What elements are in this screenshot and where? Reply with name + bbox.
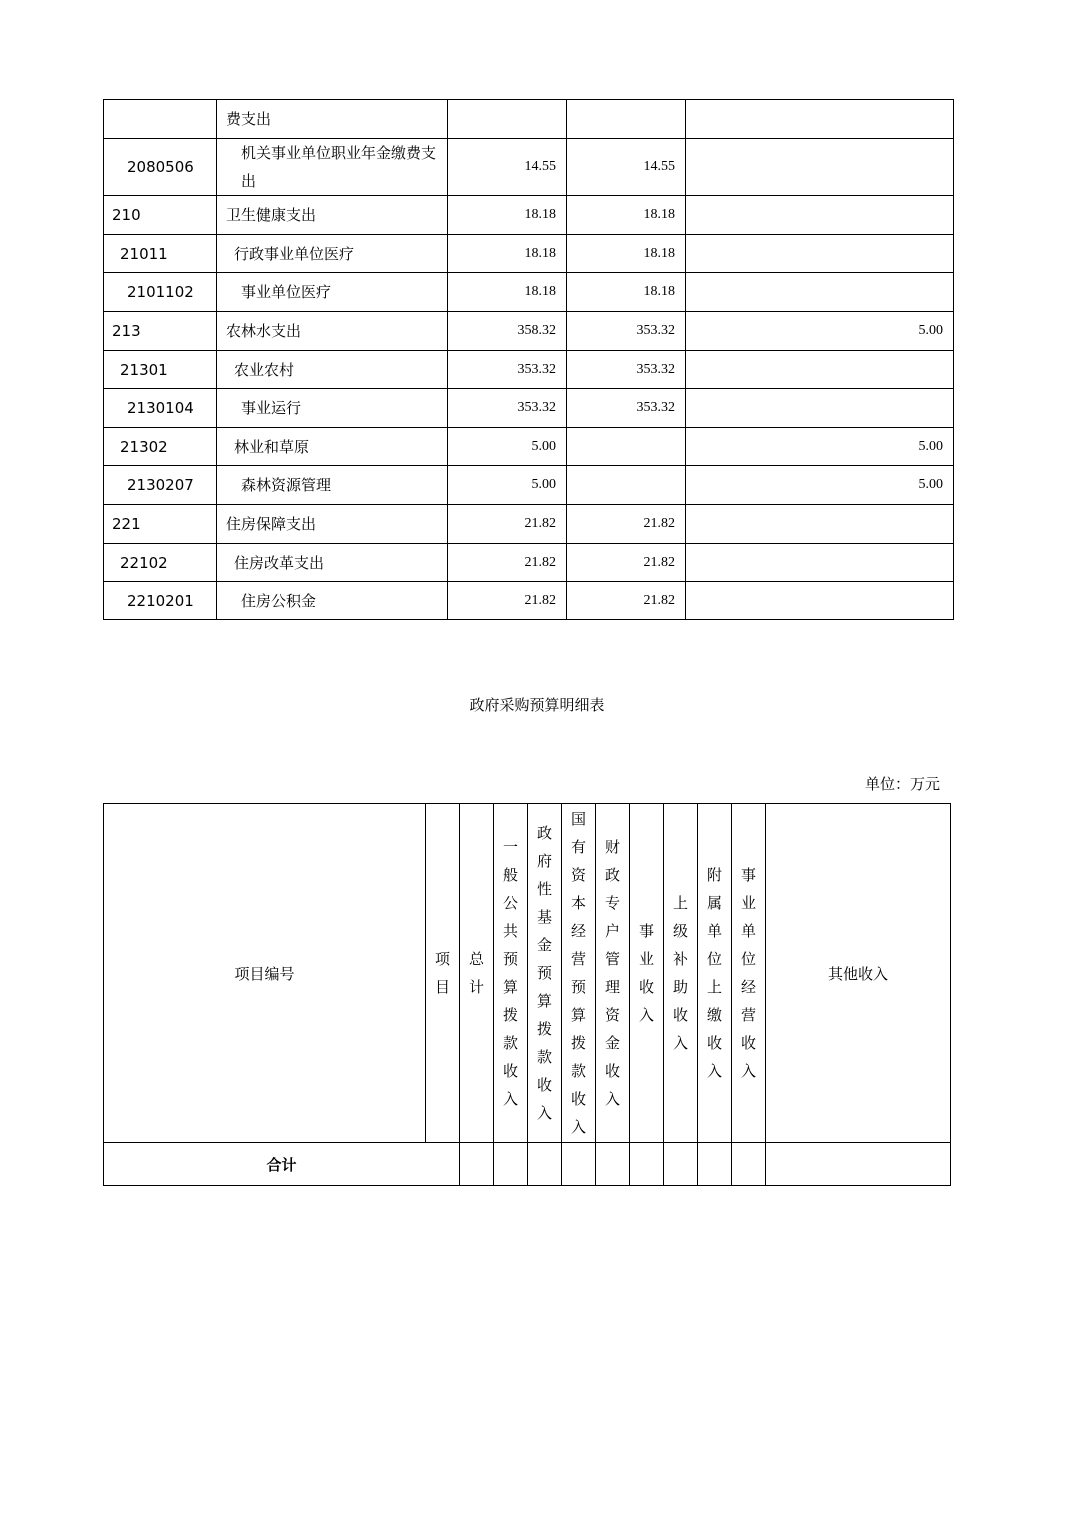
header-row — [104, 804, 951, 1143]
table-row — [104, 544, 954, 582]
header-fund — [528, 804, 562, 1143]
row-code: 2210201 — [104, 582, 217, 620]
row-project: 5.00 — [686, 428, 954, 466]
row-code: 2130104 — [104, 389, 217, 428]
row-name: 林业和草原 — [217, 428, 448, 466]
row-project — [686, 273, 954, 312]
header-general — [494, 804, 528, 1143]
header-other-label: 其他收入 — [827, 964, 888, 983]
row-code: 2130207 — [104, 466, 217, 505]
total-cell — [460, 1143, 494, 1186]
row-name: 费支出 — [217, 100, 448, 139]
row-basic: 18.18 — [567, 196, 686, 235]
row-project — [686, 544, 954, 582]
header-total-label: 总计 — [468, 950, 484, 996]
row-basic: 353.32 — [567, 389, 686, 428]
row-name: 行政事业单位医疗 — [217, 235, 448, 273]
row-name: 事业单位医疗 — [217, 273, 448, 312]
row-basic: 18.18 — [567, 273, 686, 312]
table-row — [104, 466, 954, 505]
header-affiliated-label: 附属单位上缴收入 — [706, 866, 722, 1080]
header-total — [460, 804, 494, 1143]
header-business-label: 事业收入 — [638, 922, 654, 1024]
row-code: 210 — [104, 196, 217, 235]
table-row — [104, 428, 954, 466]
unit-label: 单位：万元 — [864, 775, 940, 793]
row-total: 353.32 — [448, 351, 567, 389]
row-code: 2080506 — [104, 139, 217, 196]
row-name: 住房改革支出 — [217, 544, 448, 582]
total-cell — [698, 1143, 732, 1186]
row-total: 358.32 — [448, 312, 567, 351]
row-basic: 18.18 — [567, 235, 686, 273]
row-code: 22102 — [104, 544, 217, 582]
header-state-capital — [562, 804, 596, 1143]
total-row — [104, 1143, 951, 1186]
row-name: 住房公积金 — [217, 582, 448, 620]
row-project: 5.00 — [686, 466, 954, 505]
total-cell — [630, 1143, 664, 1186]
procurement-table — [103, 803, 951, 1186]
total-cell — [528, 1143, 562, 1186]
header-special-account — [596, 804, 630, 1143]
row-basic — [567, 466, 686, 505]
table-row — [104, 196, 954, 235]
row-total: 5.00 — [448, 466, 567, 505]
table-row — [104, 582, 954, 620]
header-affiliated — [698, 804, 732, 1143]
header-code — [104, 804, 426, 1143]
row-project — [686, 505, 954, 544]
row-name: 事业运行 — [217, 389, 448, 428]
header-project-label: 项目 — [434, 950, 450, 996]
header-code-label: 项目编号 — [234, 964, 295, 983]
header-business — [630, 804, 664, 1143]
row-name: 森林资源管理 — [217, 466, 448, 505]
page-title: 政府采购预算明细表 — [469, 696, 605, 714]
total-cell — [766, 1143, 951, 1186]
row-code: 2101102 — [104, 273, 217, 312]
row-code: 21301 — [104, 351, 217, 389]
total-cell — [596, 1143, 630, 1186]
row-code: 213 — [104, 312, 217, 351]
row-basic: 21.82 — [567, 544, 686, 582]
table-row — [104, 235, 954, 273]
row-basic: 21.82 — [567, 505, 686, 544]
table-row — [104, 139, 954, 196]
row-total: 18.18 — [448, 273, 567, 312]
row-name: 机关事业单位职业年金缴费支出 — [217, 139, 448, 196]
table-row — [104, 389, 954, 428]
row-total: 21.82 — [448, 544, 567, 582]
row-total: 21.82 — [448, 582, 567, 620]
row-basic — [567, 100, 686, 139]
header-superior — [664, 804, 698, 1143]
row-basic: 14.55 — [567, 139, 686, 196]
row-name: 住房保障支出 — [217, 505, 448, 544]
row-code — [104, 100, 217, 139]
row-code: 221 — [104, 505, 217, 544]
row-basic: 21.82 — [567, 582, 686, 620]
header-fund-label: 政府性基金预算拨款收入 — [536, 824, 552, 1122]
row-project — [686, 582, 954, 620]
row-code: 21302 — [104, 428, 217, 466]
total-cell — [494, 1143, 528, 1186]
header-operating-label: 事业单位经营收入 — [740, 866, 756, 1080]
header-state-capital-label: 国有资本经营预算拨款收入 — [570, 810, 586, 1136]
total-cell — [732, 1143, 766, 1186]
row-total: 18.18 — [448, 196, 567, 235]
row-project — [686, 100, 954, 139]
total-label: 合计 — [104, 1143, 460, 1186]
row-project — [686, 139, 954, 196]
table-row — [104, 273, 954, 312]
row-total: 21.82 — [448, 505, 567, 544]
row-project — [686, 351, 954, 389]
row-name: 卫生健康支出 — [217, 196, 448, 235]
row-project — [686, 235, 954, 273]
row-project — [686, 389, 954, 428]
header-other — [766, 804, 951, 1143]
header-project — [426, 804, 460, 1143]
expenditure-table — [103, 99, 954, 620]
row-basic: 353.32 — [567, 351, 686, 389]
row-name: 农业农村 — [217, 351, 448, 389]
row-project: 5.00 — [686, 312, 954, 351]
table-row — [104, 351, 954, 389]
row-total — [448, 100, 567, 139]
row-basic — [567, 428, 686, 466]
total-cell — [664, 1143, 698, 1186]
row-basic: 353.32 — [567, 312, 686, 351]
header-superior-label: 上级补助收入 — [672, 894, 688, 1052]
header-operating — [732, 804, 766, 1143]
row-total: 5.00 — [448, 428, 567, 466]
row-project — [686, 196, 954, 235]
table-row — [104, 505, 954, 544]
header-general-label: 一般公共预算拨款收入 — [502, 838, 518, 1108]
row-total: 18.18 — [448, 235, 567, 273]
table-row — [104, 312, 954, 351]
row-total: 353.32 — [448, 389, 567, 428]
row-code: 21011 — [104, 235, 217, 273]
total-cell — [562, 1143, 596, 1186]
table-row — [104, 100, 954, 139]
header-special-account-label: 财政专户管理资金收入 — [604, 838, 620, 1108]
row-name: 农林水支出 — [217, 312, 448, 351]
row-total: 14.55 — [448, 139, 567, 196]
